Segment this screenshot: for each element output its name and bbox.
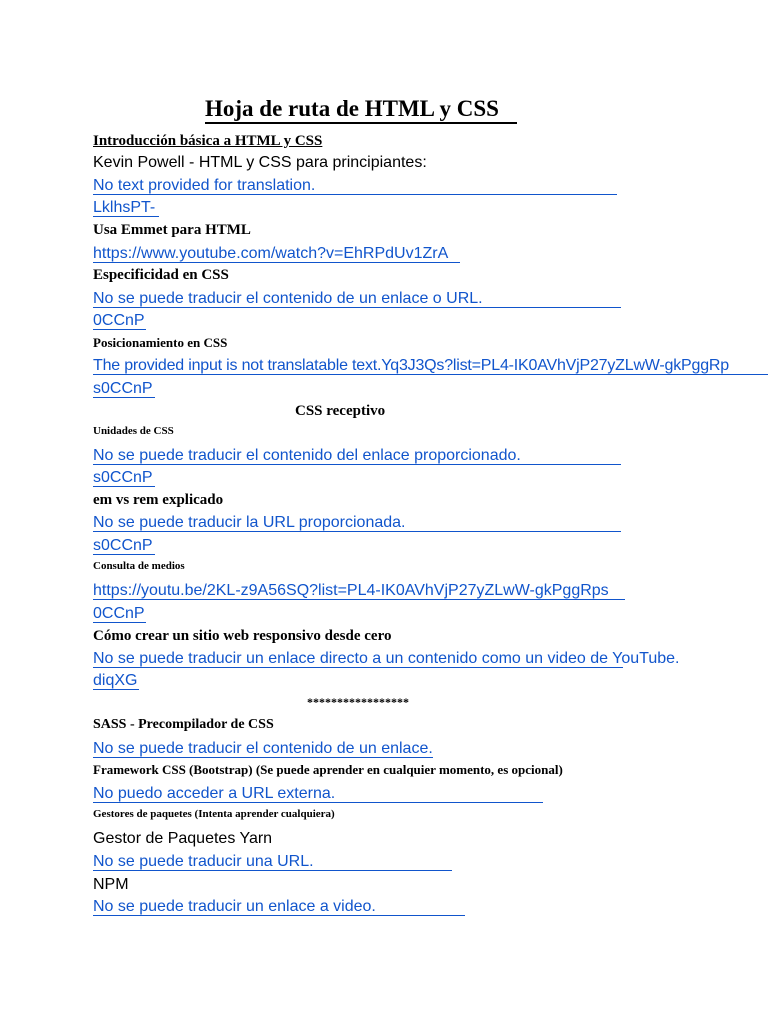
specificity-link-tail[interactable]: 0CCnP — [93, 312, 145, 329]
build-heading: Cómo crear un sitio web responsivo desde cero — [93, 628, 392, 644]
intro-heading: Introducción básica a HTML y CSS — [93, 133, 323, 149]
kevin-powell-text: Kevin Powell - HTML y CSS para principiantes: — [93, 154, 427, 171]
bootstrap-heading: Framework CSS (Bootstrap) (Se puede aprender en cualquier momento, es opcional) — [93, 762, 563, 777]
bootstrap-link-underline — [93, 802, 543, 803]
yarn-label: Gestor de Paquetes Yarn — [93, 830, 273, 847]
build-link-text: No se puede traducir un enlace directo a un contenido como un video de — [93, 650, 609, 667]
emrem-link-tail-underline — [93, 554, 155, 555]
responsive-heading: CSS receptivo — [295, 403, 386, 419]
sass-link[interactable]: No se puede traducir el contenido de un enlace. — [93, 740, 433, 757]
units-link[interactable]: No se puede traducir el contenido del enlace proporcionado. — [93, 447, 521, 464]
emmet-link[interactable]: https://www.youtube.com/watch?v=EhRPdUv1ZrA — [93, 245, 449, 262]
units-link-tail-underline — [93, 486, 155, 487]
emrem-link-tail[interactable]: s0CCnP — [93, 537, 153, 554]
title-underline — [205, 122, 517, 124]
positioning-link[interactable]: The provided input is not translatable text.Yq3J3Qs?list=PL4-IK0AVhVjP27yZLwW-gkPggRp — [93, 357, 729, 374]
media-link[interactable]: https://youtu.be/2KL-z9A56SQ?list=PL4-IK0AVhVjP27yZLwW-gkPggRps — [93, 582, 609, 599]
page-title: Hoja de ruta de HTML y CSS — [205, 96, 499, 121]
emrem-link[interactable]: No se puede traducir la URL proporcionada. — [93, 514, 406, 531]
build-link-tail-underline — [93, 689, 139, 690]
emmet-heading: Usa Emmet para HTML — [93, 222, 251, 238]
emrem-link-underline — [93, 531, 621, 532]
specificity-link-tail-underline — [93, 329, 146, 330]
build-link[interactable] — [93, 650, 680, 668]
yarn-link-underline — [93, 870, 452, 871]
build-link-tail[interactable]: diqXG — [93, 672, 138, 689]
emmet-link-underline — [93, 262, 460, 263]
build-link-underline — [93, 667, 623, 668]
intro-link-underline — [93, 194, 617, 195]
positioning-link-tail-underline — [93, 397, 155, 398]
units-link-underline — [93, 464, 621, 465]
npm-label: NPM — [93, 876, 129, 893]
npm-link[interactable]: No se puede traducir un enlace a video. — [93, 898, 376, 915]
separator: ***************** — [307, 695, 409, 709]
sass-heading: SASS - Precompilador de CSS — [93, 717, 274, 732]
specificity-heading: Especificidad en CSS — [93, 267, 229, 283]
specificity-link[interactable]: No se puede traducir el contenido de un enlace o URL. — [93, 290, 483, 307]
media-link-tail[interactable]: 0CCnP — [93, 605, 145, 622]
specificity-link-underline — [93, 307, 621, 308]
sass-link-underline — [93, 757, 433, 758]
yarn-link[interactable]: No se puede traducir una URL. — [93, 853, 314, 870]
positioning-link-underline — [93, 374, 768, 375]
packages-heading: Gestores de paquetes (Intenta aprender cualquiera) — [93, 808, 335, 820]
media-heading: Consulta de medios — [93, 560, 185, 572]
build-link-word: YouTube. — [612, 650, 680, 667]
bootstrap-link[interactable]: No puedo acceder a URL externa. — [93, 785, 336, 802]
media-link-tail-underline — [93, 622, 146, 623]
npm-link-underline — [93, 915, 465, 916]
positioning-link-tail[interactable]: s0CCnP — [93, 380, 153, 397]
units-link-tail[interactable]: s0CCnP — [93, 469, 153, 486]
units-heading: Unidades de CSS — [93, 425, 174, 437]
media-link-underline — [93, 599, 625, 600]
intro-link-tail[interactable]: LklhsPT- — [93, 199, 156, 216]
emrem-heading: em vs rem explicado — [93, 492, 224, 508]
intro-link[interactable]: No text provided for translation. — [93, 177, 316, 194]
intro-link-tail-underline — [93, 216, 159, 217]
positioning-heading: Posicionamiento en CSS — [93, 335, 228, 350]
